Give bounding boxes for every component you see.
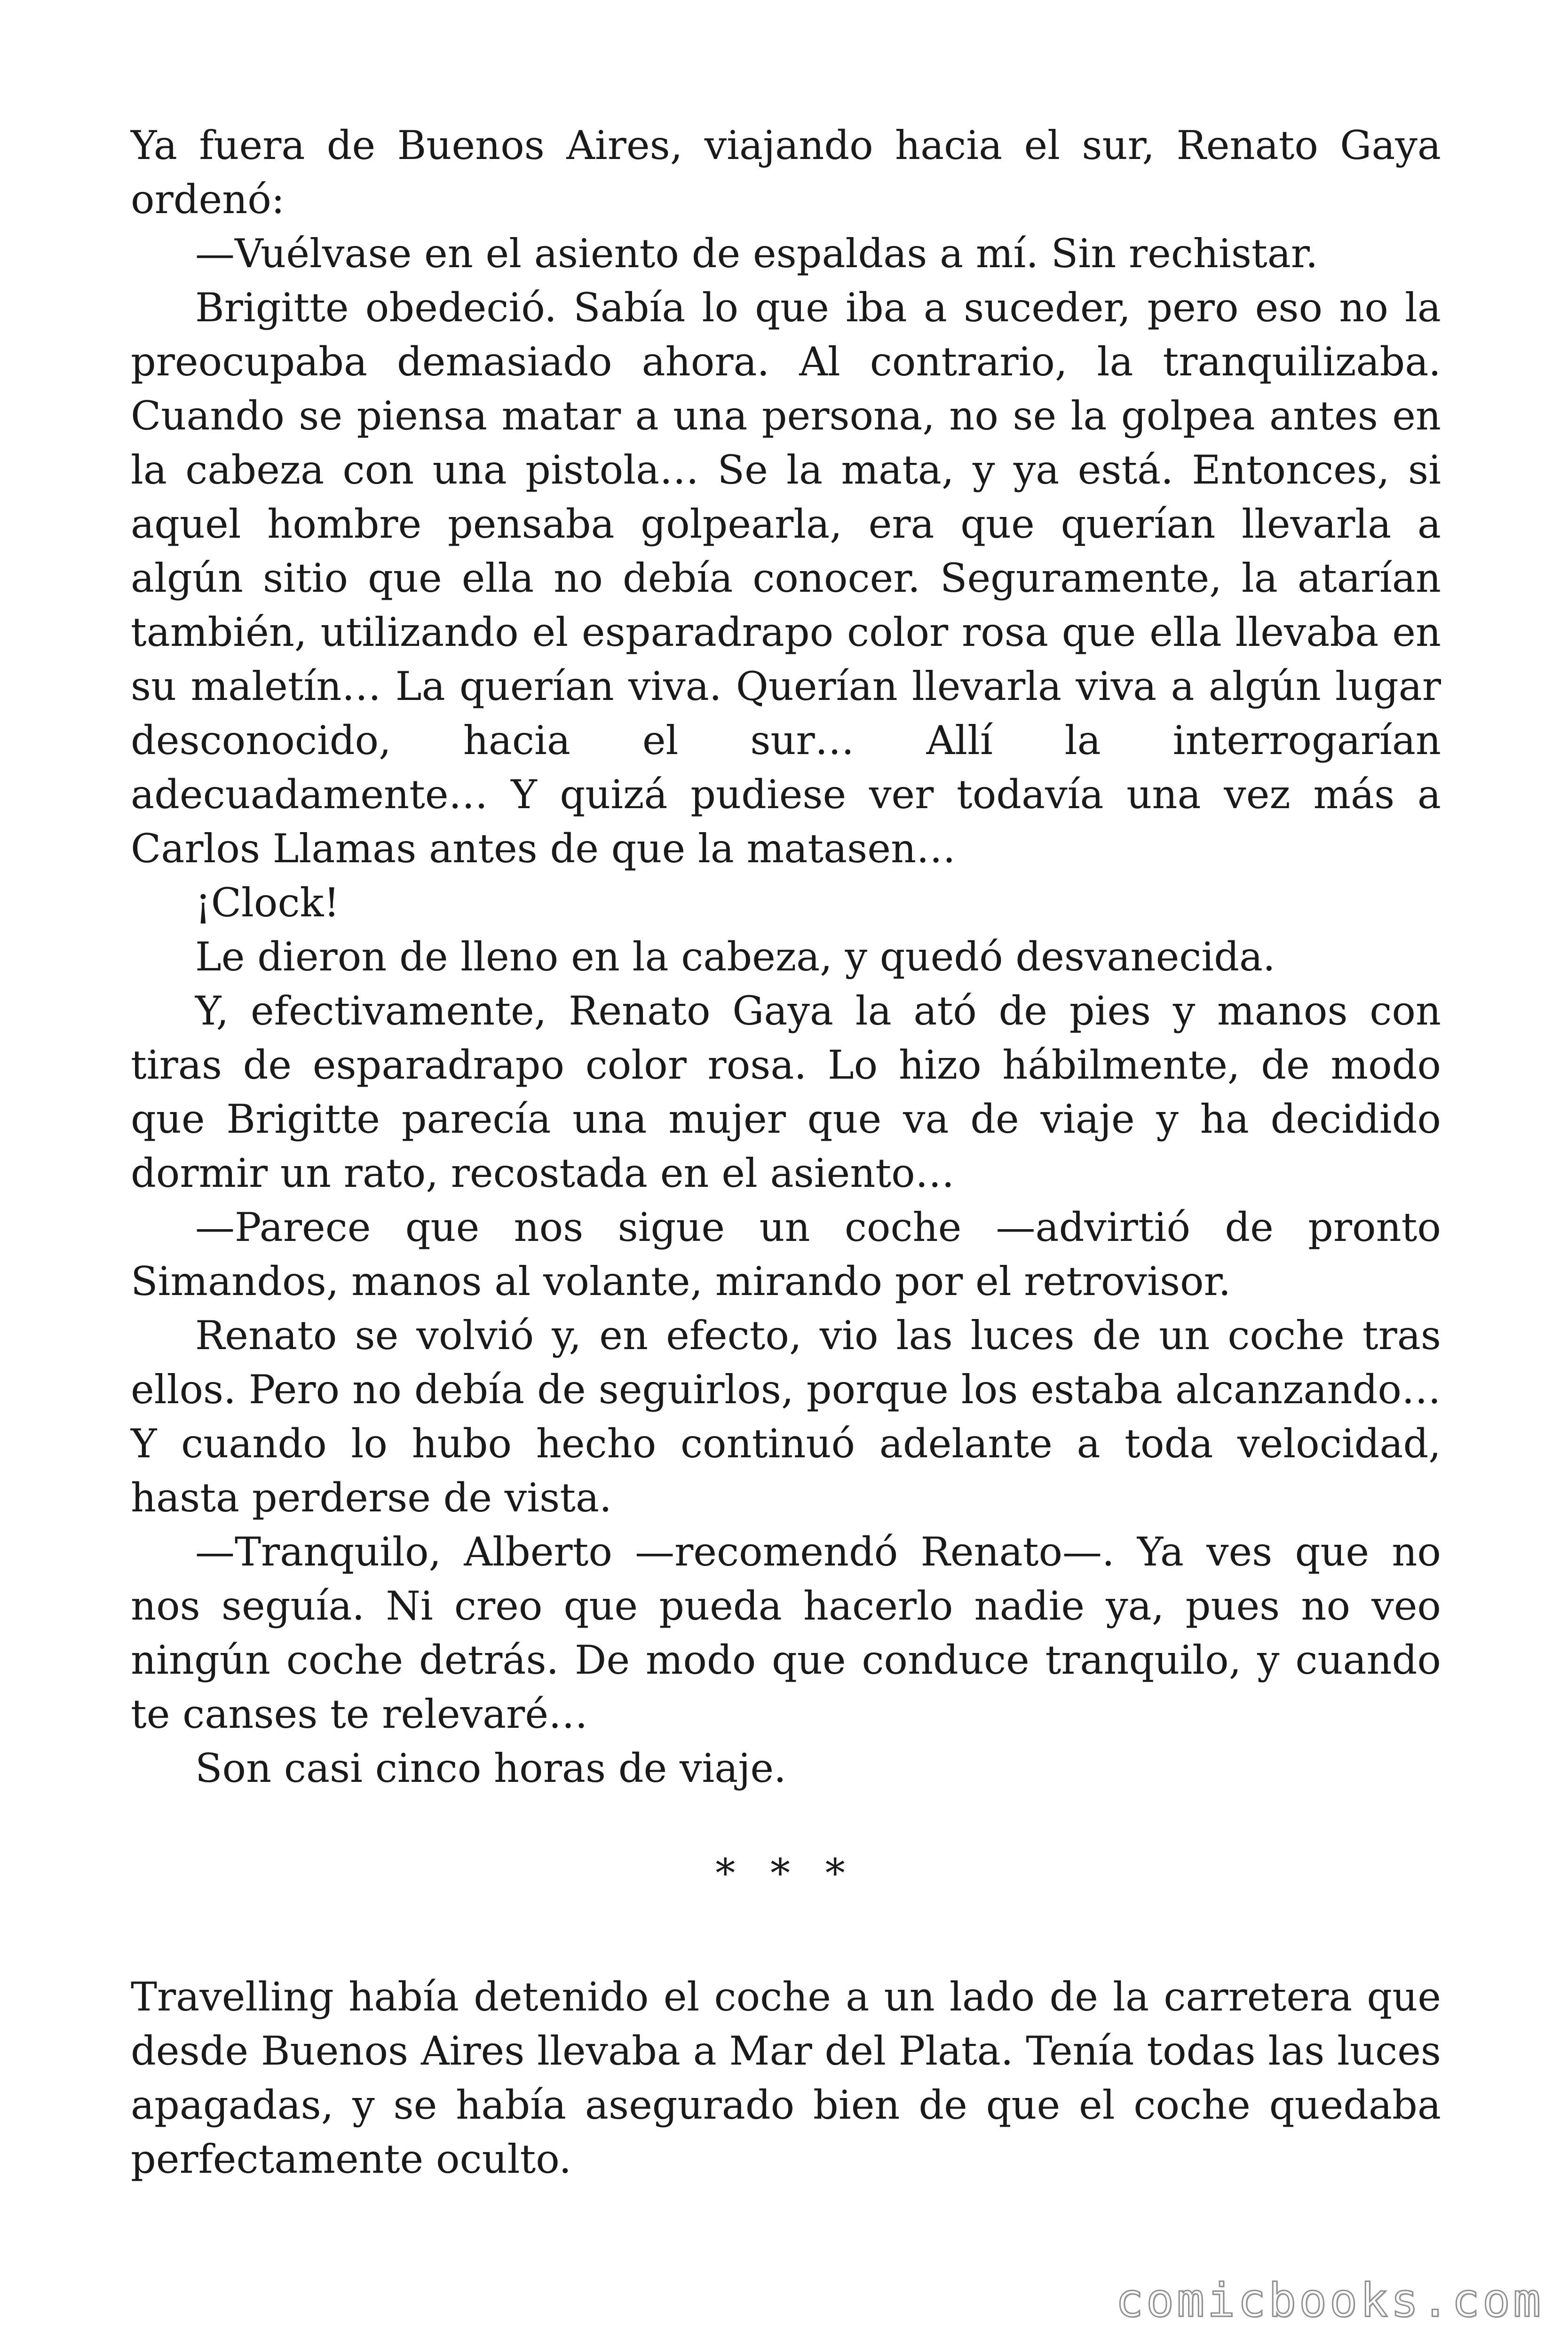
paragraph: ¡Clock! [195,880,340,926]
paragraph: Travelling había detenido el coche a un lado de la carretera que desde Buenos Aires llevaba a Mar del Plata. Tenía todas las luces apagadas, y se había asegurado bien de que el coche quedaba perfectamente oculto. [131,1974,1441,2182]
paragraph: —Parece que nos sigue un coche —advirtió de pronto Simandos, manos al volante, mirando por el retrovisor. [131,1204,1441,1304]
section-separator: * * * [715,1850,856,1896]
watermark-logo: comicbooks.com [1115,2274,1544,2328]
paragraph: Son casi cinco horas de viaje. [195,1745,786,1791]
paragraph: Y, efectivamente, Renato Gaya la ató de pies y manos con tiras de esparadrapo color rosa. Lo hizo hábilmente, de modo que Brigitte parecía una mujer que va de viaje y ha decidido dormir un rato, recostada en el asiento… [131,988,1441,1196]
paragraph: —Vuélvase en el asiento de espaldas a mí. Sin rechistar. [195,230,1318,277]
paragraph: Brigitte obedeció. Sabía lo que iba a suceder, pero eso no la preocupaba demasiado ahora. Al contrario, la tranquilizaba. Cuando se piensa matar a una persona, no se la golpea antes en la cabeza con una pistola… Se la mata, y ya está. Entonces, si aquel hombre pensaba golpearla, era que querían llevarla a algún sitio que ella no debía conocer. Seguramente, la atarían también, utilizando el esparadrapo color rosa que ella llevaba en su maletín… La querían viva. Querían llevarla viva a algún lugar desconocido, hacia el sur… Allí la interrogarían adecuadamente… Y quizá pudiese ver todavía una vez más a Carlos Llamas antes de que la matasen… [131,285,1441,872]
paragraph: —Tranquilo, Alberto —recomendó Renato—. Ya ves que no nos seguía. Ni creo que pueda hacerlo nadie ya, pues no veo ningún coche detrás. De modo que conduce tranquilo, y cuando te canses te relevaré… [131,1529,1441,1737]
paragraph: Renato se volvió y, en efecto, vio las luces de un coche tras ellos. Pero no debía de seguirlos, porque los estaba alcanzando… Y cuando lo hubo hecho continuó adelante a toda velocidad, hasta perderse de vista. [131,1312,1441,1521]
paragraph: Ya fuera de Buenos Aires, viajando hacia el sur, Renato Gaya ordenó: [131,122,1441,222]
paragraph: Le dieron de lleno en la cabeza, y quedó desvanecida. [195,934,1275,980]
book-page [131,119,1441,2186]
